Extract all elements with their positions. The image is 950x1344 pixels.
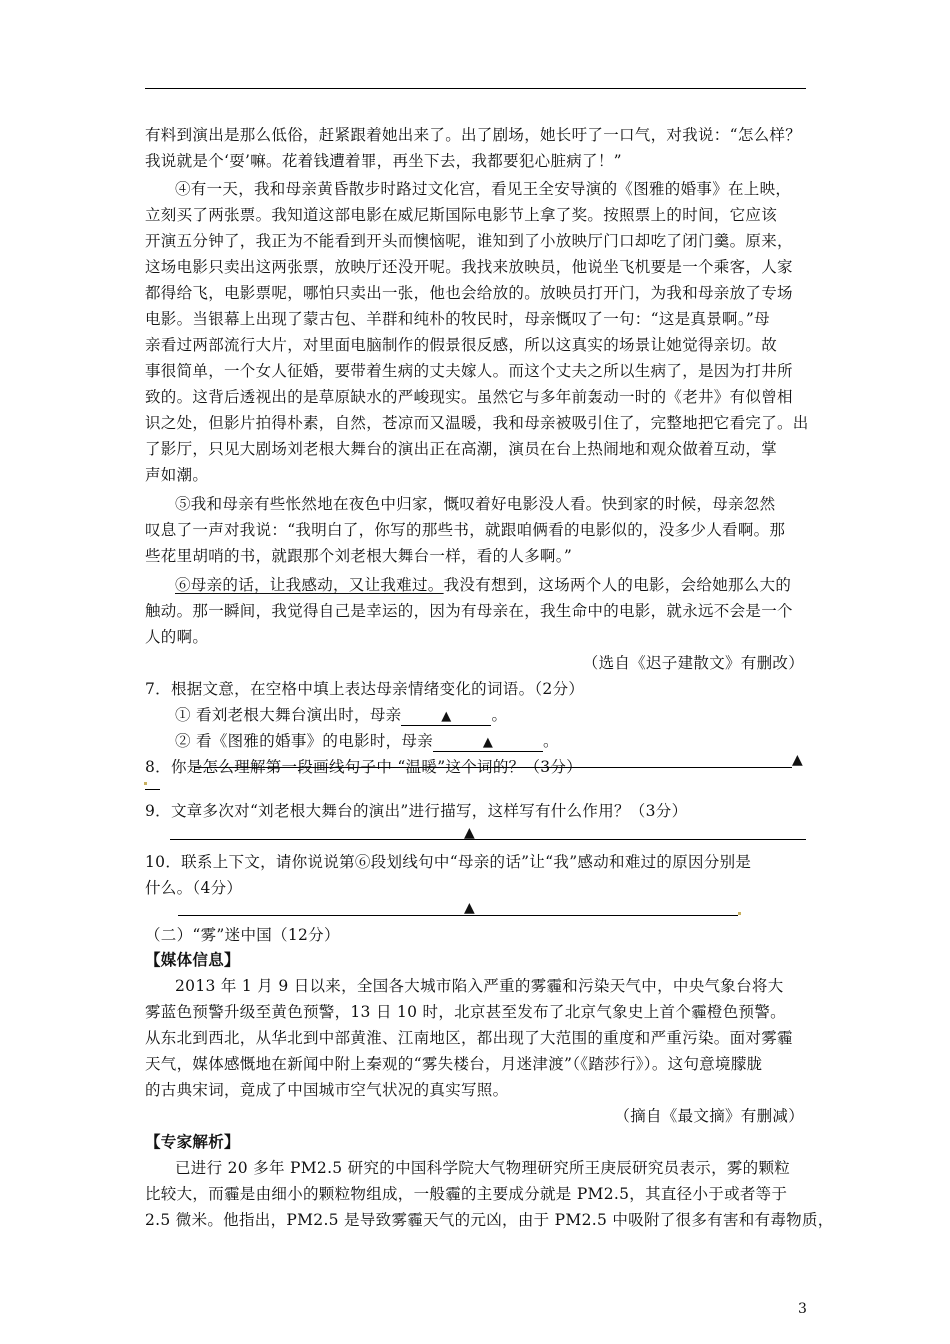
- question-10: 10．联系上下文，请你说说第⑥段划线句中“母亲的话”让“我”感动和难过的原因分别是: [145, 853, 752, 871]
- answer-mark-icon: ▲: [464, 825, 475, 841]
- period: 。: [491, 706, 508, 724]
- answer-mark-icon: ▲: [441, 709, 452, 724]
- text-line: 这场电影只卖出这两张票，放映厅还没开呢。我找来放映员，他说坐飞机要是一个乘客，人家: [145, 258, 793, 276]
- text-line: 电影。当银幕上出现了蒙古包、羊群和纯朴的牧民时，母亲慨叹了一句：“这是真景啊。”母: [145, 310, 770, 328]
- text-line: 比较大，而霾是由细小的颗粒物组成，一般霾的主要成分就是 PM2.5，其直径小于或者等于: [145, 1185, 788, 1203]
- page-number: 3: [798, 1301, 807, 1317]
- answer-line[interactable]: [145, 789, 160, 790]
- text-line: 我说就是个‘耍’嘛。花着钱遭着罪，再坐下去，我都要犯心脏病了！”: [145, 152, 622, 170]
- period: 。: [543, 732, 559, 750]
- source-citation: （选自《迟子建散文》有删改）: [582, 654, 804, 672]
- stray-dot: [144, 782, 147, 785]
- text-line: 触动。那一瞬间，我觉得自己是幸运的，因为有母亲在，我生命中的电影，就永远不会是一个: [145, 602, 793, 620]
- text-line: 天气，媒体感慨地在新闻中附上秦观的“雾失楼台，月迷津渡”（《踏莎行》）。这句意境朦胧: [145, 1055, 763, 1073]
- question-9: 9．文章多次对“刘老根大舞台的演出”进行描写，这样写有什么作用？（3分）: [145, 802, 688, 820]
- text-line: 立刻买了两张票。我知道这部电影在威尼斯国际电影节上拿了奖。按照票上的时间，它应该: [145, 206, 778, 224]
- text-line: 叹息了一声对我说：“我明白了，你写的那些书，就跟咱俩看的电影似的，没多少人看啊。那: [145, 521, 786, 539]
- answer-line[interactable]: [178, 915, 738, 916]
- text-line: 事很简单，一个女人征婚，要带着生病的丈夫嫁人。而这个丈夫之所以生病了，是因为打井所: [145, 362, 793, 380]
- text-line: ④有一天，我和母亲黄昏散步时路过文化宫，看见王全安导演的《图雅的婚事》在上映，: [175, 180, 792, 198]
- text-line: 2.5 微米。他指出，PM2.5 是导致雾霾天气的元凶，由于 PM2.5 中吸附了很多有害和有毒物质，: [145, 1211, 834, 1229]
- stray-dot: [738, 912, 741, 915]
- expert-heading: 【专家解析】: [145, 1132, 240, 1151]
- text-line: 雾蓝色预警升级至黄色预警，13 日 10 时，北京甚至发布了北京气象史上首个霾橙色预警。: [145, 1003, 786, 1021]
- text-line: 已进行 20 多年 PM2.5 研究的中国科学院大气物理研究所王庚辰研究员表示，雾的颗粒: [175, 1159, 791, 1177]
- text-line: 2013 年 1 月 9 日以来，全国各大城市陷入严重的雾霾和污染天气中，中央气象台将大: [175, 977, 784, 995]
- answer-mark-icon: ▲: [482, 735, 494, 750]
- answer-blank[interactable]: [433, 731, 543, 752]
- question-7: 7．根据文意，在空格中填上表达母亲情绪变化的词语。（2分）: [145, 680, 585, 698]
- question-7a: [175, 702, 507, 728]
- text-line: 的古典宋词，竟成了中国城市空气状况的真实写照。: [145, 1081, 509, 1099]
- text-line: 都得给飞，电影票呢，哪怕只卖出一张，他也会给放的。放映员打开门，为我和母亲放了专场: [145, 284, 793, 302]
- text-line: 些花里胡哨的书，就跟那个刘老根大舞台一样，看的人多啊。”: [145, 547, 573, 565]
- text-line: 识之处，但影片拍得朴素，自然，苍凉而又温暖，我和母亲被吸引住了，完整地把它看完了。出: [145, 414, 809, 432]
- question-7b: [175, 728, 559, 754]
- q7b-prefix: ② 看《图雅的婚事》的电影时，母亲: [175, 732, 434, 750]
- text-line: 人的啊。: [145, 628, 209, 646]
- source-citation: （摘自《最文摘》有删减）: [614, 1107, 804, 1125]
- answer-mark-icon: ▲: [792, 752, 803, 768]
- answer-line[interactable]: [170, 839, 806, 840]
- underlined-sentence: ⑥母亲的话，让我感动，又让我难过。: [175, 576, 444, 594]
- section-title: （二）“雾”迷中国（12分）: [145, 926, 340, 944]
- text-line: 亲看过两部流行大片，对里面电脑制作的假景很反感，所以这真实的场景让她觉得亲切。故: [145, 336, 778, 354]
- text-line: [175, 572, 791, 598]
- answer-line[interactable]: [194, 767, 792, 768]
- text-line: 了影厅，只见大剧场刘老根大舞台的演出正在高潮，演员在台上热闹地和观众做着互动，掌: [145, 440, 778, 458]
- text-line: ⑤我和母亲有些怅然地在夜色中归家，慨叹着好电影没人看。快到家的时候，母亲忽然: [175, 495, 776, 513]
- question-10-cont: 什么。（4分）: [145, 879, 243, 897]
- text-line: 有料到演出是那么低俗，赶紧跟着她出来了。出了剧场，她长吁了一口气，对我说：“怎么样？: [145, 126, 802, 144]
- text-span: 我没有想到，这场两个人的电影，会给她那么大的: [443, 576, 792, 594]
- question-8: 8．你是怎么理解第一段画线句子中 “温暖”这个词的？（3分）: [145, 758, 582, 776]
- header-rule: [145, 88, 806, 89]
- text-line: 声如潮。: [145, 466, 209, 484]
- media-heading: 【媒体信息】: [145, 950, 240, 969]
- text-line: 从东北到西北，从华北到中部黄淮、江南地区，都出现了大范围的重度和严重污染。面对雾霾: [145, 1029, 793, 1047]
- text-line: 致的。这背后透视出的是草原缺水的严峻现实。虽然它与多年前轰动一时的《老井》有似曾相: [145, 388, 793, 406]
- q7a-prefix: ① 看刘老根大舞台演出时，母亲: [175, 706, 402, 724]
- text-line: 开演五分钟了，我正为不能看到开头而懊恼呢，谁知到了小放映厅门口却吃了闭门羹。原来，: [145, 232, 793, 250]
- answer-blank[interactable]: [401, 705, 491, 726]
- answer-mark-icon: ▲: [464, 900, 475, 916]
